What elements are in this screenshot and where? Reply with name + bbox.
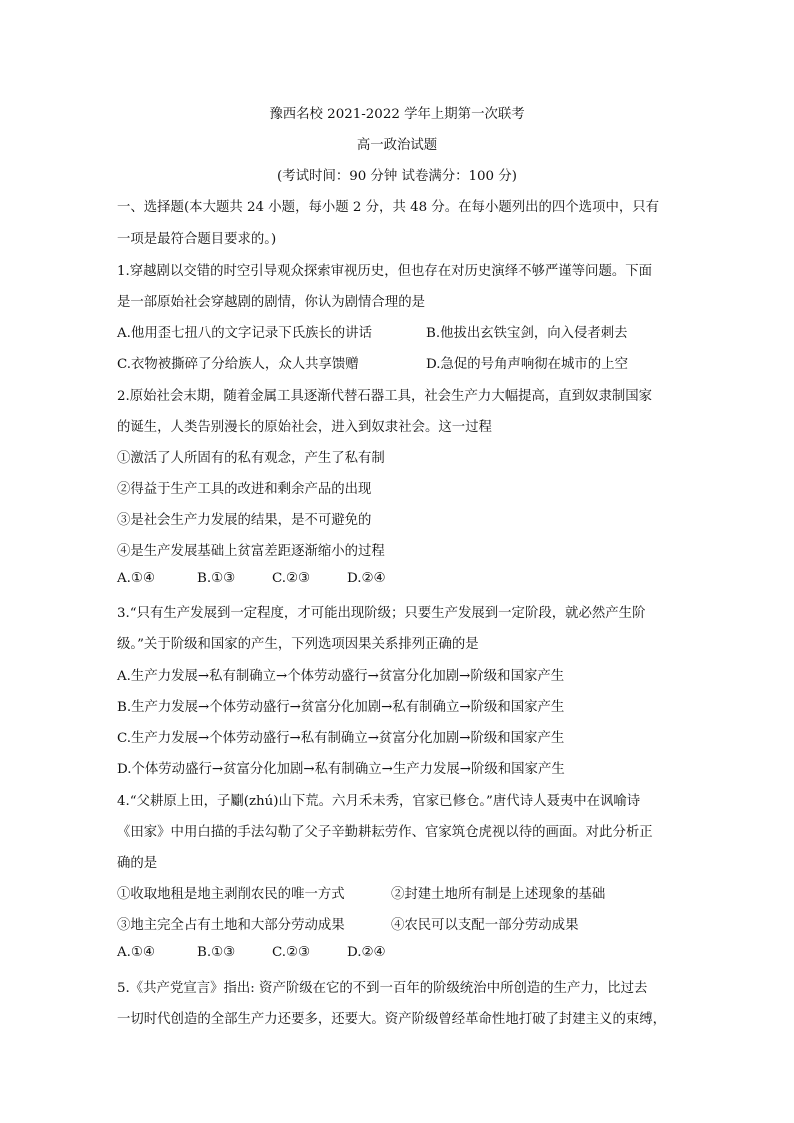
exam-title: 豫西名校 2021-2022 学年上期第一次联考: [269, 107, 525, 122]
q4-option-b: B.①③: [197, 945, 236, 960]
q3-option-c: C.生产力发展→个体劳动盛行→私有制确立→贫富分化加剧→阶级和国家产生: [117, 731, 565, 746]
section-intro-line1: 一、选择题(本大题共 24 小题，每小题 2 分，共 48 分。在每小题列出的四个选项中，只有: [117, 200, 660, 215]
q5-stem-line1: 5.《共产党宣言》指出: 资产阶级在它的不到一百年的阶级统治中所创造的生产力，比过去: [117, 981, 648, 996]
q3-option-a: A.生产力发展→私有制确立→个体劳动盛行→贫富分化加剧→阶级和国家产生: [117, 669, 565, 684]
q2-option-b: B.①③: [197, 571, 236, 586]
q3-stem-line1: 3.“只有生产发展到一定程度，才可能出现阶级；只要生产发展到一定阶段，就必然产生阶: [117, 606, 646, 621]
q1-option-b: B.他拔出玄铁宝剑，向入侵者刺去: [426, 326, 628, 341]
q4-options: [117, 945, 386, 960]
q4-item-2: ②封建土地所有制是上述现象的基础: [391, 887, 606, 902]
q2-stem-line2: 的诞生，人类告别漫长的原始社会，进入到奴隶社会。这一过程: [117, 420, 492, 435]
exam-info: (考试时间：90 分钟 试卷满分：100 分): [277, 169, 517, 184]
q3-option-b: B.生产力发展→个体劳动盛行→贫富分化加剧→私有制确立→阶级和国家产生: [117, 700, 565, 715]
q4-item-1: ①收取地租是地主剥削农民的唯一方式: [117, 887, 345, 902]
q5-stem-line2: 一切时代创造的全部生产力还要多，还要大。资产阶级曾经革命性地打破了封建主义的束缚，: [117, 1012, 667, 1027]
q4-item-3: ③地主完全占有土地和大部分劳动成果: [117, 918, 345, 933]
section-intro-line2: 一项是最符合题目要求的。): [117, 232, 277, 247]
q2-item-4: ④是生产发展基础上贫富差距逐渐缩小的过程: [117, 544, 385, 559]
q1-option-c: C.衣物被撕碎了分给族人，众人共享馈赠: [117, 357, 359, 372]
q1-stem-line1: 1.穿越剧以交错的时空引导观众探索审视历史，但也存在对历史演绎不够严谨等问题。下面: [117, 264, 653, 279]
q4-stem-line2: 《田家》中用白描的手法勾勒了父子辛勤耕耘劳作、官家筑仓虎视以待的画面。对此分析正: [117, 825, 653, 840]
q2-option-d: D.②④: [347, 571, 386, 586]
q2-item-3: ③是社会生产力发展的结果，是不可避免的: [117, 513, 372, 528]
q4-option-d: D.②④: [347, 945, 386, 960]
q2-option-a: A.①④: [117, 571, 155, 586]
q4-item-4: ④农民可以支配一部分劳动成果: [391, 918, 579, 933]
q1-option-a: A.他用歪七扭八的文字记录下氏族长的讲话: [117, 326, 372, 341]
q3-stem-line2: 级。”关于阶级和国家的产生，下列选项因果关系排列正确的是: [117, 637, 479, 652]
q2-option-c: C.②③: [272, 571, 311, 586]
q2-options: [117, 571, 386, 586]
q3-option-d: D.个体劳动盛行→贫富分化加剧→私有制确立→生产力发展→阶级和国家产生: [117, 762, 565, 777]
exam-subtitle: 高一政治试题: [356, 138, 438, 153]
q2-stem-line1: 2.原始社会末期，随着金属工具逐渐代替石器工具，社会生产力大幅提高，直到奴隶制国家: [117, 389, 653, 404]
q4-option-a: A.①④: [117, 945, 155, 960]
q4-stem-line1: 4.“父耕原上田，子劚(zhú)山下荒。六月禾未秀，官家已修仓。”唐代诗人聂夷中在讽喻诗: [117, 794, 641, 809]
q4-option-c: C.②③: [272, 945, 311, 960]
q1-stem-line2: 是一部原始社会穿越剧的剧情，你认为剧情合理的是: [117, 295, 425, 310]
q4-stem-line3: 确的是: [117, 856, 158, 871]
q2-item-2: ②得益于生产工具的改进和剩余产品的出现: [117, 482, 372, 497]
q2-item-1: ①激活了人所固有的私有观念，产生了私有制: [117, 451, 385, 466]
q1-option-d: D.急促的号角声响彻在城市的上空: [426, 357, 628, 372]
